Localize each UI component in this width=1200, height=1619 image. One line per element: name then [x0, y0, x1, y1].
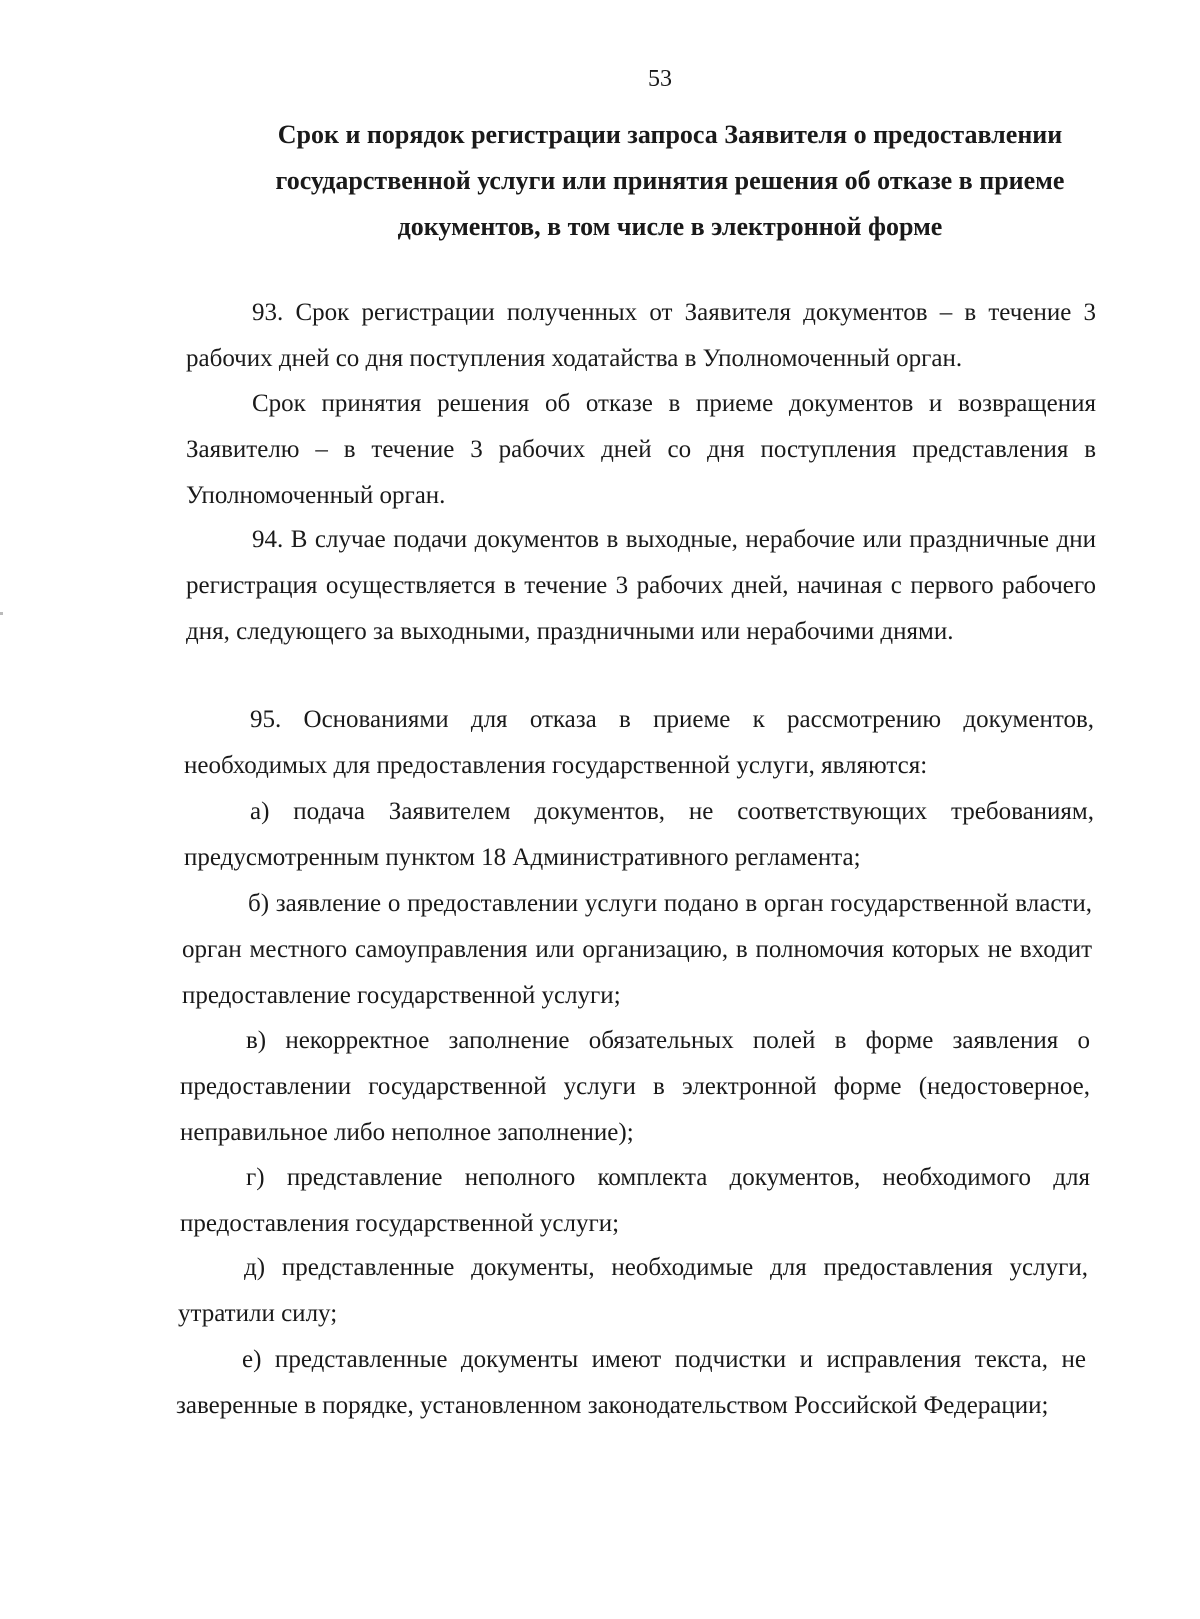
heading-line-1: Срок и порядок регистрации запроса Заявителя о предоставлении	[277, 120, 1063, 149]
list-item-b: б) заявление о предоставлении услуги подано в орган государственной власти, орган местного самоуправления или организацию, в полномочия которых не входит предоставление государственной услуги;	[182, 890, 1092, 1009]
paragraph-94: 94. В случае подачи документов в выходные, нерабочие или праздничные дни регистрация осуществляется в течение 3 рабочих дней, начиная с первого рабочего дня, следующего за выходными, праздничными или нерабочими днями.	[186, 526, 1096, 645]
section-heading	[230, 112, 1110, 250]
scan-edge-mark	[0, 612, 3, 615]
page-number: 53	[648, 66, 672, 92]
paragraph-93: 93. Срок регистрации полученных от Заявителя документов – в течение 3 рабочих дней со дня поступления ходатайства в Уполномоченный орган.	[186, 299, 1096, 372]
paragraph-95: 95. Основаниями для отказа в приеме к рассмотрению документов, необходимых для предоставления государственной услуги, являются:	[184, 706, 1094, 779]
paragraph-93-refusal-term: Срок принятия решения об отказе в приеме документов и возвращения Заявителю – в течение 3 рабочих дней со дня поступления представления в Уполномоченный орган.	[186, 390, 1096, 509]
list-item-g: г) представление неполного комплекта документов, необходимого для предоставления государственной услуги;	[180, 1164, 1090, 1237]
list-item-e: е) представленные документы имеют подчистки и исправления текста, не заверенные в порядке, установленном законодательством Российской Федерации;	[176, 1346, 1086, 1419]
list-item-v: в) некорректное заполнение обязательных полей в форме заявления о предоставлении государственной услуги в электронной форме (недостоверное, неправильное либо неполное заполнение);	[180, 1027, 1090, 1146]
heading-line-2: государственной услуги или принятия решения об отказе в приеме	[275, 166, 1065, 195]
list-item-a: а) подача Заявителем документов, не соответствующих требованиям, предусмотренным пунктом 18 Административного регламента;	[184, 798, 1094, 871]
heading-line-3: документов, в том числе в электронной форме	[397, 212, 943, 241]
list-item-d: д) представленные документы, необходимые для предоставления услуги, утратили силу;	[178, 1254, 1088, 1327]
